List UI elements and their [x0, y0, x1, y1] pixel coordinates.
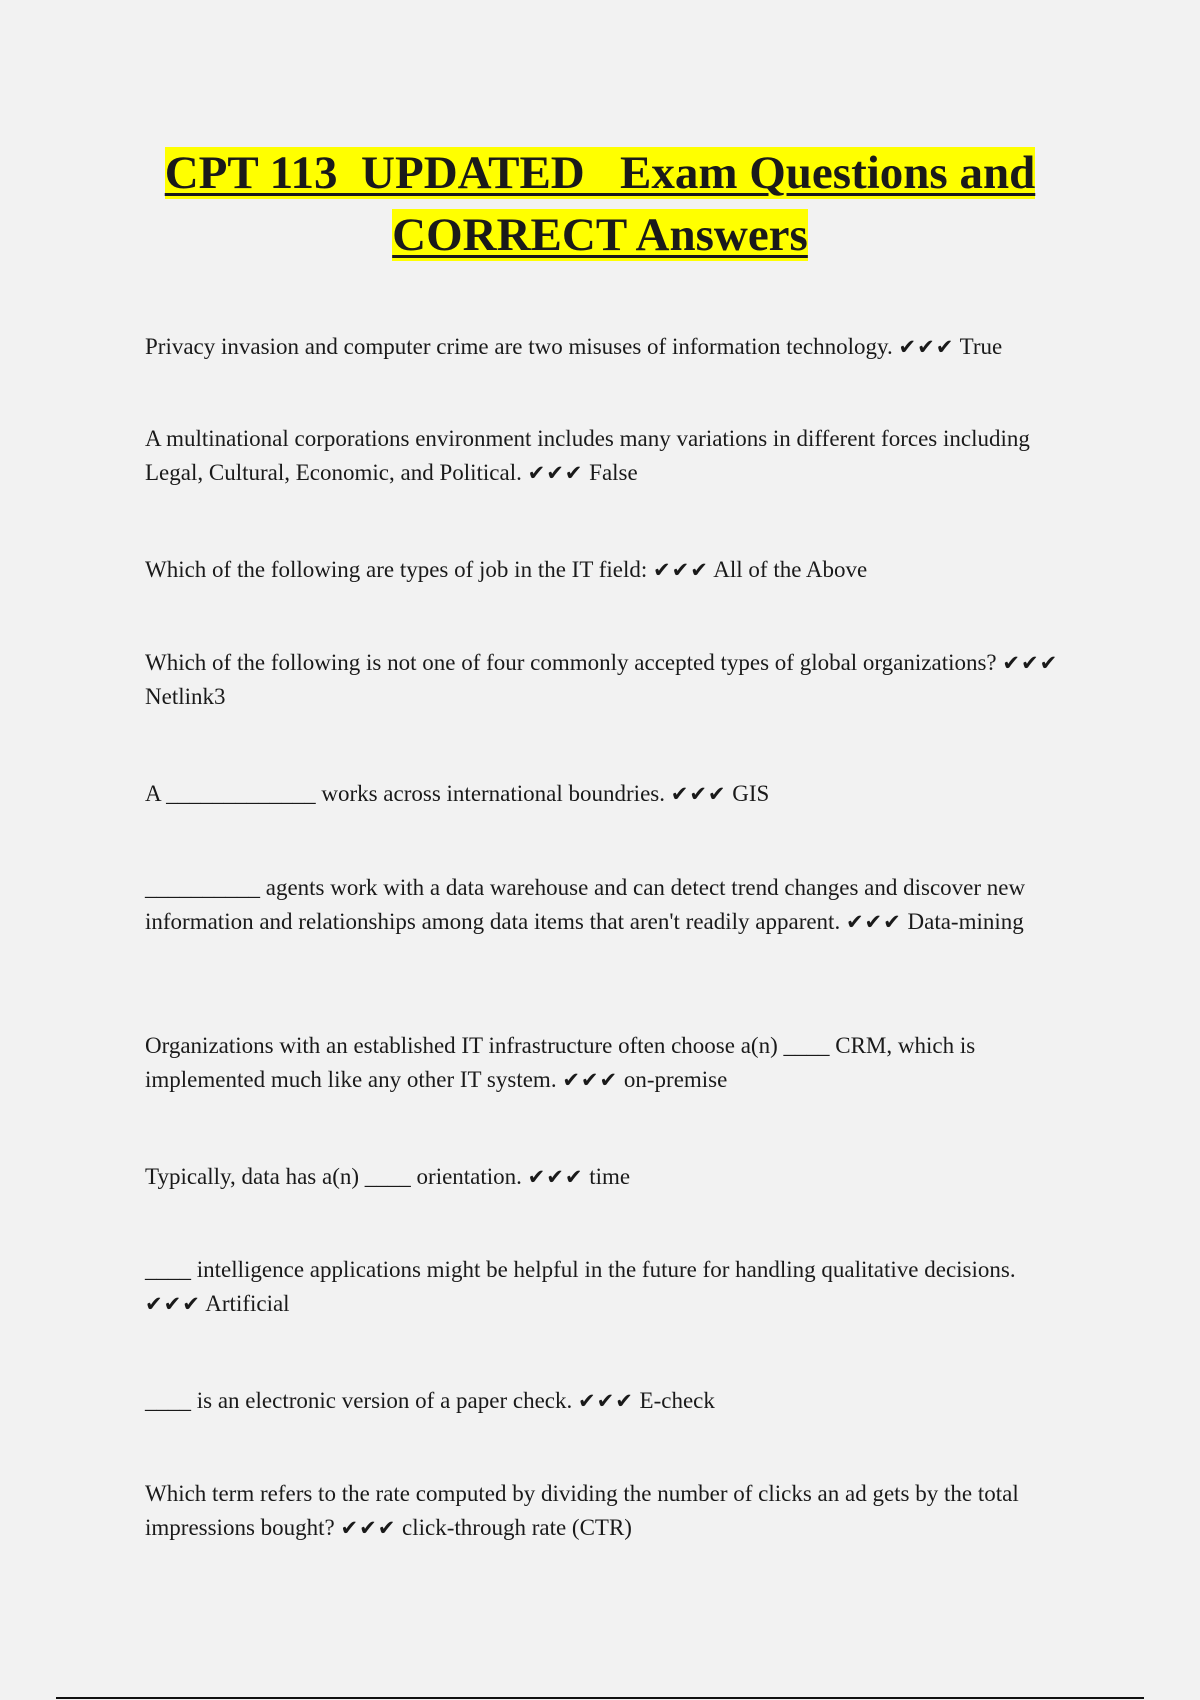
answer-text: Netlink3 — [145, 684, 226, 709]
qa-item-2 — [145, 422, 1065, 490]
qa-item-3 — [145, 553, 1065, 587]
question-text: Which of the following are types of job in the IT field: — [145, 557, 648, 582]
question-text: Which of the following is not one of four commonly accepted types of global organizations? — [145, 650, 997, 675]
check-marks-icon: ✔✔✔ — [1002, 651, 1059, 675]
question-text: __________ agents work with a data warehouse and can detect trend changes and discover new information and relationships among data items that aren't readily apparent. — [145, 875, 1026, 934]
question-text: ____ intelligence applications might be helpful in the future for handling qualitative decisions. — [145, 1257, 1016, 1282]
qa-item-8 — [145, 1160, 1065, 1194]
question-text: A multinational corporations environment includes many variations in different forces including Legal, Cultural, Economic, and Political. — [145, 426, 1030, 485]
answer-text: GIS — [732, 781, 770, 806]
answer-text: True — [959, 334, 1003, 359]
check-marks-icon: ✔✔✔ — [898, 335, 955, 359]
question-text: Typically, data has a(n) ____ orientation. — [145, 1164, 522, 1189]
answer-text: Data-mining — [907, 909, 1024, 934]
question-text: ____ is an electronic version of a paper check. — [145, 1388, 573, 1413]
question-text: Privacy invasion and computer crime are two misuses of information technology. — [145, 334, 893, 359]
qa-item-6 — [145, 871, 1065, 939]
qa-item-11 — [145, 1477, 1065, 1545]
check-marks-icon: ✔✔✔ — [340, 1516, 397, 1540]
answer-text: All of the Above — [713, 557, 868, 582]
title-line-2: CORRECT Answers — [392, 209, 808, 261]
question-text: A _____________ works across international boundries. — [145, 781, 665, 806]
check-marks-icon: ✔✔✔ — [653, 558, 709, 582]
check-marks-icon: ✔✔✔ — [578, 1389, 634, 1413]
qa-item-9 — [145, 1253, 1065, 1321]
answer-text: time — [589, 1164, 631, 1189]
qa-item-4 — [145, 646, 1065, 714]
question-text: Which term refers to the rate computed by dividing the number of clicks an ad gets by the total impressions bought? — [145, 1481, 1019, 1540]
answer-text: Artificial — [205, 1291, 290, 1316]
answer-text: E-check — [639, 1388, 715, 1413]
qa-item-10 — [145, 1384, 1065, 1418]
check-marks-icon: ✔✔✔ — [145, 1292, 201, 1316]
qa-item-7 — [145, 1029, 1065, 1097]
question-text: Organizations with an established IT infrastructure often choose a(n) ____ CRM, which is implemented much like any other IT system. — [145, 1033, 976, 1092]
qa-item-1 — [145, 330, 1065, 364]
check-marks-icon: ✔✔✔ — [670, 782, 727, 806]
footer-divider — [56, 1697, 1144, 1699]
answer-text: False — [589, 460, 638, 485]
title-line-1: CPT 113 UPDATED Exam Questions and — [164, 147, 1036, 199]
check-marks-icon: ✔✔✔ — [845, 910, 902, 934]
answer-text: on-premise — [623, 1067, 728, 1092]
qa-item-5 — [145, 777, 1065, 811]
answer-text: click-through rate (CTR) — [402, 1515, 632, 1540]
check-marks-icon: ✔✔✔ — [527, 1165, 584, 1189]
document-title — [120, 142, 1080, 266]
check-marks-icon: ✔✔✔ — [527, 461, 584, 485]
check-marks-icon: ✔✔✔ — [562, 1068, 619, 1092]
